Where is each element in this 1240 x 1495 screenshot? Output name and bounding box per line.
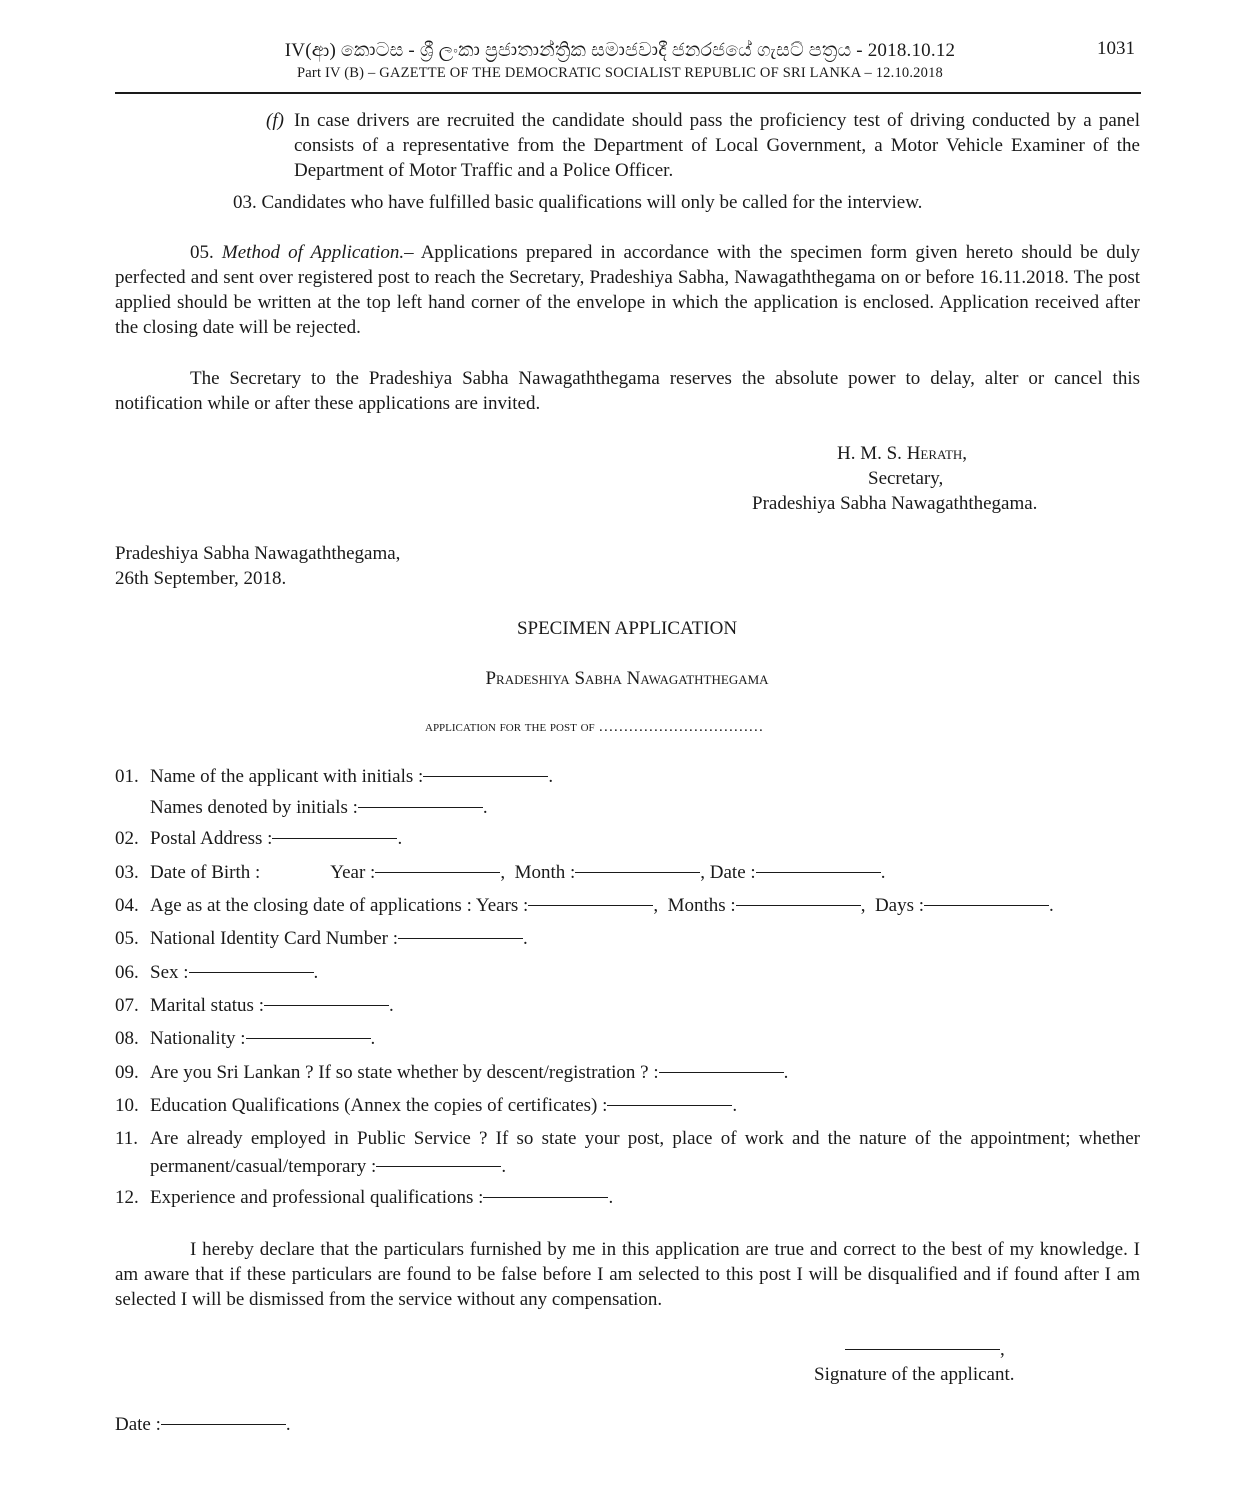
dob-month-blank[interactable]: [575, 872, 700, 873]
item-number: 10.: [115, 1095, 139, 1116]
date-blank[interactable]: [161, 1424, 286, 1425]
form-item-name-with-initials: Name of the applicant with initials : .: [150, 766, 554, 787]
signature-label: Signature of the applicant.: [814, 1364, 1015, 1385]
form-item-sri-lankan: Are you Sri Lankan ? If so state whether by descent/registration ? : .: [150, 1062, 789, 1083]
form-item-nationality: Nationality : .: [150, 1028, 376, 1049]
form-item-public-service: Are already employed in Public Service ? If so state your post, place of work and the nature of the appointment; whether permanent/casual/temporary : .: [150, 1128, 1140, 1177]
clause-05-number: 05.: [190, 242, 214, 263]
form-item-education: Education Qualifications (Annex the copies of certificates) : .: [150, 1095, 738, 1116]
signature-blank[interactable]: [845, 1349, 1000, 1350]
form-item-age: Age as at the closing date of applications : Years : , Months : , Days : .: [150, 895, 1054, 916]
form-item-nic: National Identity Card Number : .: [150, 928, 528, 949]
sex-blank[interactable]: [189, 972, 314, 973]
specimen-title: SPECIMEN APPLICATION: [516, 618, 738, 639]
form-item-sex: Sex : .: [150, 962, 319, 983]
form-item-date-of-birth: Date of Birth : Year : , Month : , Date : .: [150, 862, 886, 883]
nic-blank[interactable]: [398, 938, 523, 939]
page-number: 1031: [1097, 38, 1135, 59]
declaration-paragraph: I hereby declare that the particulars furnished by me in this application are true and correct to the best of my knowledge. I am aware that if these particulars are found to be false before I am selected to this post I will be disqualified and if found after I am selected I will be dismissed from the service without any compensation.: [115, 1239, 1140, 1310]
item-number: 03.: [115, 862, 139, 883]
place-line: Pradeshiya Sabha Nawagaththegama,: [115, 543, 401, 564]
education-blank[interactable]: [607, 1105, 732, 1106]
item-number: 02.: [115, 828, 139, 849]
experience-blank[interactable]: [483, 1197, 608, 1198]
item-number: 07.: [115, 995, 139, 1016]
item-number: 12.: [115, 1187, 139, 1208]
post-line: application for the post of ……………………………: [425, 719, 764, 735]
form-item-postal-address: Postal Address : .: [150, 828, 403, 849]
marital-status-blank[interactable]: [264, 1005, 389, 1006]
names-denoted-blank[interactable]: [358, 807, 483, 808]
clause-05-dash: –: [404, 242, 414, 263]
item-number: 08.: [115, 1028, 139, 1049]
form-item-experience: Experience and professional qualifications : .: [150, 1187, 614, 1208]
clause-f-text: In case drivers are recruited the candidate should pass the proficiency test of driving conducted by a panel consists of a representative from the Department of Local Government, a Motor Vehicle Examiner of the Department of Motor Traffic and a Police Officer.: [294, 110, 1140, 181]
postal-address-blank[interactable]: [272, 838, 397, 839]
item-number: 09.: [115, 1062, 139, 1083]
specimen-authority: Pradeshiya Sabha Nawagaththegama: [485, 668, 769, 689]
item-number: 05.: [115, 928, 139, 949]
header-english: Part IV (B) – GAZETTE OF THE DEMOCRATIC SOCIALIST REPUBLIC OF SRI LANKA – 12.10.2018: [297, 65, 943, 81]
public-service-blank[interactable]: [376, 1166, 501, 1167]
signatory-title: Secretary,: [868, 468, 944, 489]
name-blank[interactable]: [423, 776, 548, 777]
clause-05-heading: Method of Application.: [221, 242, 405, 263]
reservation-paragraph: The Secretary to the Pradeshiya Sabha Nawagaththegama reserves the absolute power to delay, alter or cancel this notification while or after these applications are invited.: [115, 368, 1140, 414]
age-years-blank[interactable]: [528, 905, 653, 906]
form-item-names-denoted: Names denoted by initials : .: [150, 797, 488, 818]
item-number: 06.: [115, 962, 139, 983]
age-months-blank[interactable]: [736, 905, 861, 906]
signature-line: ,: [845, 1337, 1005, 1362]
signatory-office: Pradeshiya Sabha Nawagaththegama.: [752, 493, 1038, 514]
item-number: 01.: [115, 766, 139, 787]
header-rule: [115, 92, 1141, 94]
item-number: 04.: [115, 895, 139, 916]
signatory-name: H. M. S. Herath,: [837, 443, 968, 464]
date-field: Date : .: [115, 1414, 291, 1435]
nationality-blank[interactable]: [246, 1038, 371, 1039]
clause-f-label: (f): [266, 110, 284, 131]
age-days-blank[interactable]: [924, 905, 1049, 906]
sri-lankan-blank[interactable]: [659, 1072, 784, 1073]
dob-year-blank[interactable]: [375, 872, 500, 873]
dob-date-blank[interactable]: [756, 872, 881, 873]
clause-03: 03. Candidates who have fulfilled basic qualifications will only be called for the interview.: [233, 192, 923, 213]
header-sinhala: IV(ආ) කොටස - ශ්‍රී ලංකා ප්‍රජාතාන්ත්‍රික සමාජවාදී ජනරජයේ ගැසට් පත්‍රය - 2018.10.12: [284, 40, 956, 61]
item-number: 11.: [115, 1128, 139, 1149]
form-item-marital-status: Marital status : .: [150, 995, 394, 1016]
date-line: 26th September, 2018.: [115, 568, 287, 589]
clause-05: [115, 240, 1140, 340]
clause-05-text: Applications prepared in accordance with the specimen form given hereto should be duly perfected and sent over registered post to reach the Secretary, Pradeshiya Sabha, Nawagaththegama on or before 16.11.2018. The post applied should be written at the top left hand corner of the envelope in which the application is enclosed. Application received after the closing date will be rejected.: [115, 242, 1141, 338]
